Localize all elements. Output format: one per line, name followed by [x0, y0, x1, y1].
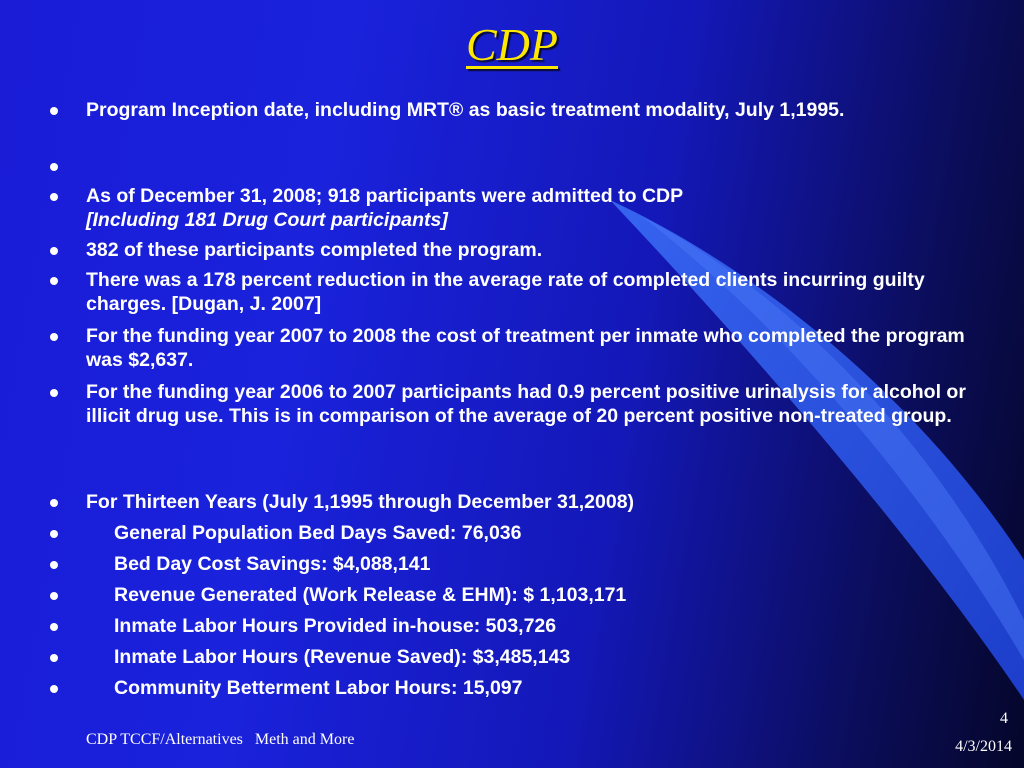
bullet-dot-icon — [50, 685, 58, 693]
bullet-dot-icon — [50, 530, 58, 538]
bullet-item: General Population Bed Days Saved: 76,036 — [114, 521, 994, 545]
bullet-item: Bed Day Cost Savings: $4,088,141 — [114, 552, 994, 576]
bullet-dot-icon — [50, 389, 58, 397]
slide-footer: CDP TCCF/Alternatives Meth and More — [86, 731, 355, 748]
bullet-dot-icon — [50, 499, 58, 507]
bullet-dot-icon — [50, 561, 58, 569]
bullet-item: Program Inception date, including MRT® as basic treatment modality, July 1,1995. — [86, 98, 966, 122]
bullet-dot-icon — [50, 163, 58, 171]
bullet-dot-icon — [50, 654, 58, 662]
bullet-dot-icon — [50, 277, 58, 285]
bullet-item: For the funding year 2006 to 2007 participants had 0.9 percent positive urinalysis for alcohol or illicit drug use. This is in comparison of the average of 20 percent positive non-treated group. — [86, 380, 966, 428]
bullet-item: Inmate Labor Hours (Revenue Saved): $3,485,143 — [114, 645, 994, 669]
bullet-italic-note: [Including 181 Drug Court participants] — [86, 209, 448, 231]
bullet-dot-icon — [50, 592, 58, 600]
bullet-item: For Thirteen Years (July 1,1995 through December 31,2008) — [86, 490, 966, 514]
bullet-item: Community Betterment Labor Hours: 15,097 — [114, 676, 994, 700]
bullet-item: Revenue Generated (Work Release & EHM): $ 1,103,171 — [114, 583, 994, 607]
bullet-item: As of December 31, 2008; 918 participants were admitted to CDP [Including 181 Drug Court participants] — [86, 184, 966, 232]
bullet-item: 382 of these participants completed the program. — [86, 238, 966, 262]
slide-date: 4/3/2014 — [955, 738, 1012, 755]
bullet-dot-icon — [50, 193, 58, 201]
bullet-item: Inmate Labor Hours Provided in-house: 503,726 — [114, 614, 994, 638]
bullet-item: There was a 178 percent reduction in the average rate of completed clients incurring guilty charges. [Dugan, J. 2007] — [86, 268, 966, 316]
bullet-item: For the funding year 2007 to 2008 the cost of treatment per inmate who completed the program was $2,637. — [86, 324, 966, 372]
bullet-dot-icon — [50, 333, 58, 341]
slide-title: CDP — [466, 19, 558, 70]
bullet-dot-icon — [50, 623, 58, 631]
bullet-dot-icon — [50, 247, 58, 255]
page-number: 4 — [1000, 710, 1008, 727]
bullet-dot-icon — [50, 107, 58, 115]
